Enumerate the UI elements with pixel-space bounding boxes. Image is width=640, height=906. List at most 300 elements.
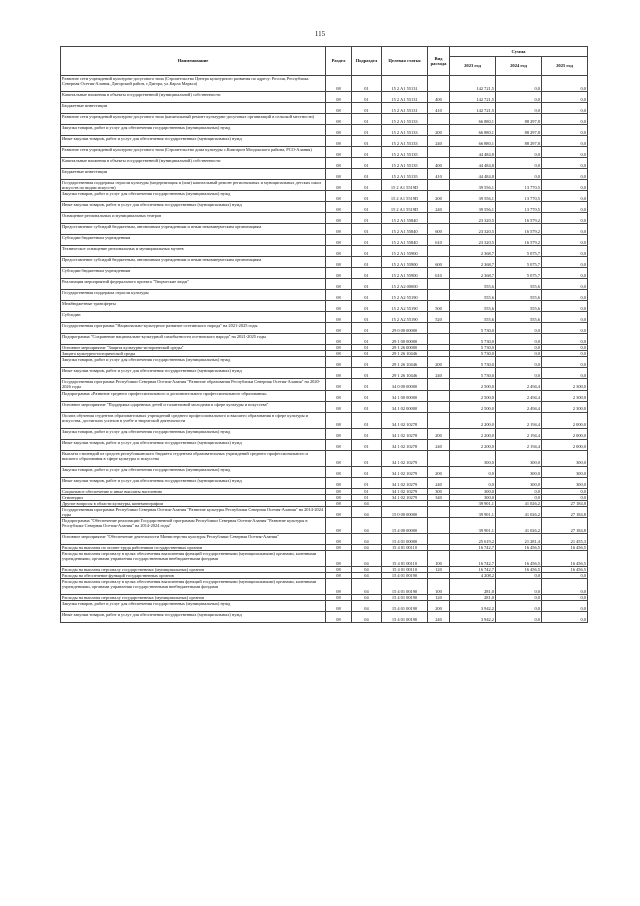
- row-expense-type: 300: [428, 488, 450, 494]
- row-expense-type: 240: [428, 136, 450, 147]
- row-subsection: 01: [352, 191, 382, 202]
- row-value-2024: 555,6: [496, 290, 542, 301]
- row-expense-type: 100: [428, 579, 450, 595]
- header-2024: 2024 год: [496, 57, 542, 76]
- row-subsection: 01: [352, 213, 382, 224]
- row-value-2024: 16 579,2: [496, 235, 542, 246]
- row-value-2024: 300,0: [496, 477, 542, 488]
- row-expense-type: 400: [428, 92, 450, 103]
- table-row: [61, 477, 588, 488]
- row-name: Расходы на выплаты персоналу в целях обеспечения выполнения функций государственными (муниципальными) органами, казенными учреждениями, органами управления государственными внебюджетными фондами: [61, 579, 326, 595]
- row-target: 15 2 А1 55840: [382, 224, 428, 235]
- row-target: 15 2 А1 55131: [382, 92, 428, 103]
- row-section: 08: [326, 401, 352, 412]
- row-value-2023: 39 901,1: [450, 506, 496, 517]
- row-subsection: 01: [352, 351, 382, 357]
- row-section: 08: [326, 301, 352, 312]
- row-section: 08: [326, 213, 352, 224]
- row-expense-type: [428, 290, 450, 301]
- row-value-2024: 0,0: [496, 103, 542, 114]
- row-section: 08: [326, 351, 352, 357]
- row-section: 08: [326, 257, 352, 268]
- row-value-2025: 300,0: [542, 477, 588, 488]
- table-row: [61, 334, 588, 345]
- row-value-2025: 2 300,0: [542, 401, 588, 412]
- row-value-2024: 41 026,2: [496, 518, 542, 534]
- row-name: Субсидии бюджетным учреждениям: [61, 268, 326, 279]
- row-value-2025: 2 000,0: [542, 439, 588, 450]
- row-name: Подпрограмма "Сохранение национально-культурной самобытности осетинского народа" на 2021-2025 годы: [61, 334, 326, 345]
- row-name: Субсидии: [61, 312, 326, 323]
- row-value-2025: 0,0: [542, 494, 588, 500]
- row-value-2025: 0,0: [542, 595, 588, 601]
- row-value-2024: 5 075,7: [496, 257, 542, 268]
- row-target: 15 4 01 00000: [382, 534, 428, 545]
- row-value-2023: 5 730,0: [450, 345, 496, 351]
- row-expense-type: [428, 76, 450, 92]
- row-value-2025: 2 000,0: [542, 428, 588, 439]
- row-section: 08: [326, 428, 352, 439]
- row-value-2025: 16 456,5: [542, 551, 588, 567]
- row-value-2024: 5 075,7: [496, 268, 542, 279]
- row-value-2024: 88 297,8: [496, 125, 542, 136]
- row-value-2025: 0,0: [542, 103, 588, 114]
- row-value-2023: 16 742,7: [450, 545, 496, 551]
- row-target: 15 2 А1 5519D: [382, 202, 428, 213]
- row-name: Реализация мероприятий федерального проекта "Творческие люди": [61, 279, 326, 290]
- row-value-2024: 555,6: [496, 279, 542, 290]
- table-row: [61, 268, 588, 279]
- row-target: 34 1 02 10279: [382, 488, 428, 494]
- header-2023: 2023 год: [450, 57, 496, 76]
- row-section: 08: [326, 579, 352, 595]
- row-value-2023: 2 368,7: [450, 268, 496, 279]
- row-value-2023: 142 721,5: [450, 76, 496, 92]
- row-name: Основное мероприятие "Защита культурно-исторической среды": [61, 345, 326, 351]
- row-expense-type: [428, 518, 450, 534]
- row-target: 15 2 А1 55133: [382, 125, 428, 136]
- row-expense-type: 610: [428, 235, 450, 246]
- row-expense-type: [428, 323, 450, 334]
- row-subsection: 01: [352, 401, 382, 412]
- row-value-2023: 2 500,0: [450, 379, 496, 390]
- row-value-2024: 16 579,2: [496, 213, 542, 224]
- row-value-2023: 5 730,0: [450, 323, 496, 334]
- row-value-2023: 44 484,8: [450, 158, 496, 169]
- row-name: Закупка товаров, работ и услуг для обеспечения государственных (муниципальных) нужд: [61, 191, 326, 202]
- row-target: 15 2 А1 55840: [382, 235, 428, 246]
- row-value-2023: 2 368,7: [450, 246, 496, 257]
- row-name: Иные закупки товаров, работ и услуг для обеспечения государственных (муниципальных) нужд: [61, 136, 326, 147]
- row-value-2024: 0,0: [496, 76, 542, 92]
- row-target: 29 1 26 00000: [382, 345, 428, 351]
- table-row: [61, 534, 588, 545]
- row-value-2024: 13 770,5: [496, 191, 542, 202]
- table-row: [61, 323, 588, 334]
- table-row: [61, 428, 588, 439]
- row-section: 08: [326, 323, 352, 334]
- row-value-2024: 555,6: [496, 312, 542, 323]
- header-target: Целевая статья: [382, 47, 428, 76]
- row-section: 08: [326, 76, 352, 92]
- row-target: 15 4 01 00190: [382, 573, 428, 579]
- row-expense-type: [428, 114, 450, 125]
- row-expense-type: 200: [428, 191, 450, 202]
- table-row: [61, 290, 588, 301]
- row-name: Капитальные вложения в объекты государственной (муниципальной) собственности: [61, 158, 326, 169]
- row-value-2023: 281,0: [450, 595, 496, 601]
- row-expense-type: [428, 450, 450, 466]
- row-section: 08: [326, 103, 352, 114]
- row-target: 15 2 А2 55190: [382, 312, 428, 323]
- row-subsection: 01: [352, 439, 382, 450]
- row-target: 29 0 00 00000: [382, 323, 428, 334]
- table-row: [61, 401, 588, 412]
- row-value-2023: 142 721,5: [450, 103, 496, 114]
- row-value-2024: 0,0: [496, 351, 542, 357]
- row-subsection: 01: [352, 158, 382, 169]
- row-value-2024: 2 194,4: [496, 412, 542, 428]
- row-subsection: 01: [352, 246, 382, 257]
- row-value-2025: 0,0: [542, 301, 588, 312]
- row-value-2024: 16 456,5: [496, 551, 542, 567]
- row-value-2023: 555,6: [450, 312, 496, 323]
- row-value-2024: 300,0: [496, 466, 542, 477]
- row-value-2025: 0,0: [542, 351, 588, 357]
- row-value-2025: 0,0: [542, 488, 588, 494]
- row-expense-type: [428, 506, 450, 517]
- row-value-2024: 16 456,5: [496, 567, 542, 573]
- row-value-2025: 300,0: [542, 466, 588, 477]
- table-row: [61, 180, 588, 191]
- row-value-2024: 0,0: [496, 595, 542, 601]
- row-value-2025: 0,0: [542, 601, 588, 612]
- row-name: Оплата обучения студентов образовательных учреждений среднего профессионального и высшего образования в сфере культуры и искусства, достигших успехов в учебе и творческой деятельности: [61, 412, 326, 428]
- row-subsection: 01: [352, 412, 382, 428]
- row-subsection: 01: [352, 390, 382, 401]
- row-subsection: 01: [352, 76, 382, 92]
- row-target: 15 2 А1 55133: [382, 114, 428, 125]
- row-name: Расходы на выплаты персоналу государственных (муниципальных) органов: [61, 567, 326, 573]
- row-subsection: 01: [352, 279, 382, 290]
- row-name: Иные закупки товаров, работ и услуг для обеспечения государственных (муниципальных) нужд: [61, 368, 326, 379]
- header-expense-type: Вид расхода: [428, 47, 450, 76]
- row-target: 15 4 01 00190: [382, 579, 428, 595]
- row-subsection: 04: [352, 567, 382, 573]
- row-section: 08: [326, 114, 352, 125]
- row-value-2023: 5 730,0: [450, 357, 496, 368]
- row-name: Расходы на выплаты персоналу государственных (муниципальных) органов: [61, 595, 326, 601]
- row-value-2023: 23 320,5: [450, 213, 496, 224]
- row-expense-type: [428, 279, 450, 290]
- table-row: [61, 76, 588, 92]
- row-name: Государственная поддержка отрасли культуры (модернизация и (или) капитальный ремонт региональных и муниципальных детских школ искусств по видам искусств): [61, 180, 326, 191]
- table-row: [61, 191, 588, 202]
- row-section: 08: [326, 158, 352, 169]
- row-target: 15 2 А1 5519D: [382, 191, 428, 202]
- row-target: 15 2 А1 55133: [382, 136, 428, 147]
- row-section: 08: [326, 601, 352, 612]
- row-value-2024: 41 026,2: [496, 500, 542, 506]
- row-target: 15 0 00 00000: [382, 506, 428, 517]
- row-section: 08: [326, 136, 352, 147]
- row-expense-type: [428, 534, 450, 545]
- table-row: [61, 246, 588, 257]
- header-subsection: Подраздел: [352, 47, 382, 76]
- row-value-2024: 88 297,8: [496, 136, 542, 147]
- row-name: Закупка товаров, работ и услуг для обеспечения государственных (муниципальных) нужд: [61, 601, 326, 612]
- row-value-2025: 0,0: [542, 312, 588, 323]
- row-target: 34 1 02 10279: [382, 477, 428, 488]
- row-name: Межбюджетные трансферты: [61, 301, 326, 312]
- row-value-2023: 66 880,1: [450, 136, 496, 147]
- row-name: Закупка товаров, работ и услуг для обеспечения государственных (муниципальных) нужд: [61, 428, 326, 439]
- row-value-2024: 2 494,4: [496, 401, 542, 412]
- row-value-2025: 16 456,5: [542, 567, 588, 573]
- row-value-2025: 0,0: [542, 334, 588, 345]
- row-value-2025: 0,0: [542, 279, 588, 290]
- row-target: 15 2 А2 55190: [382, 301, 428, 312]
- row-target: 15 2 А1 55900: [382, 246, 428, 257]
- row-value-2024: 0,0: [496, 612, 542, 623]
- table-row: [61, 103, 588, 114]
- row-value-2025: 27 184,8: [542, 506, 588, 517]
- row-section: 08: [326, 567, 352, 573]
- row-value-2025: 0,0: [542, 114, 588, 125]
- row-value-2024: 2 194,4: [496, 439, 542, 450]
- row-target: 29 1 26 10446: [382, 368, 428, 379]
- row-value-2025: 0,0: [542, 345, 588, 351]
- row-expense-type: 100: [428, 551, 450, 567]
- row-value-2023: 300,0: [450, 494, 496, 500]
- row-subsection: 01: [352, 114, 382, 125]
- row-subsection: 04: [352, 500, 382, 506]
- row-subsection: 01: [352, 257, 382, 268]
- row-expense-type: 520: [428, 312, 450, 323]
- row-section: 08: [326, 246, 352, 257]
- row-target: 15 2 А1 55135: [382, 158, 428, 169]
- row-section: 08: [326, 191, 352, 202]
- row-value-2023: 23 320,5: [450, 224, 496, 235]
- row-section: 08: [326, 268, 352, 279]
- row-value-2025: 0,0: [542, 290, 588, 301]
- row-section: 08: [326, 595, 352, 601]
- table-row: [61, 412, 588, 428]
- row-value-2023: 300,0: [450, 488, 496, 494]
- table-row: [61, 439, 588, 450]
- row-expense-type: [428, 390, 450, 401]
- row-value-2024: 41 026,2: [496, 506, 542, 517]
- row-value-2023: 4 208,2: [450, 573, 496, 579]
- row-value-2024: 2 494,4: [496, 379, 542, 390]
- row-expense-type: [428, 379, 450, 390]
- row-section: 08: [326, 334, 352, 345]
- table-row: [61, 114, 588, 125]
- row-section: 08: [326, 500, 352, 506]
- row-target: 29 1 26 10446: [382, 357, 428, 368]
- row-value-2025: 0,0: [542, 191, 588, 202]
- row-value-2024: 13 770,5: [496, 180, 542, 191]
- row-value-2025: 0,0: [542, 368, 588, 379]
- table-row: [61, 466, 588, 477]
- row-subsection: 01: [352, 202, 382, 213]
- row-expense-type: 340: [428, 494, 450, 500]
- row-value-2023: 3 942,2: [450, 612, 496, 623]
- row-value-2025: 0,0: [542, 579, 588, 595]
- row-expense-type: 200: [428, 125, 450, 136]
- row-value-2023: 66 880,1: [450, 125, 496, 136]
- row-name: Стипендии: [61, 494, 326, 500]
- row-subsection: 01: [352, 379, 382, 390]
- row-value-2024: 0,0: [496, 334, 542, 345]
- row-value-2025: 0,0: [542, 147, 588, 158]
- row-value-2024: 0,0: [496, 357, 542, 368]
- row-name: Бюджетные инвестиции: [61, 169, 326, 180]
- table-row: [61, 169, 588, 180]
- row-value-2023: 16 742,7: [450, 551, 496, 567]
- row-target: 15 4 00 00000: [382, 518, 428, 534]
- row-value-2025: 0,0: [542, 235, 588, 246]
- row-value-2023: 5 730,0: [450, 368, 496, 379]
- row-value-2023: 44 484,8: [450, 169, 496, 180]
- row-target: 29 1 26 10446: [382, 351, 428, 357]
- row-subsection: 01: [352, 92, 382, 103]
- row-subsection: 01: [352, 224, 382, 235]
- row-section: 08: [326, 92, 352, 103]
- table-row: [61, 158, 588, 169]
- row-value-2025: 21 455,3: [542, 534, 588, 545]
- row-value-2024: 0,0: [496, 573, 542, 579]
- row-name: Развитие сети учреждений культурно-досугового типа (капитальный ремонт культурно-досуговых организаций в сельской местности): [61, 114, 326, 125]
- row-expense-type: 120: [428, 567, 450, 573]
- row-value-2023: 23 320,5: [450, 235, 496, 246]
- table-row: [61, 136, 588, 147]
- row-name: Другие вопросы в области культуры, кинематографии: [61, 500, 326, 506]
- row-subsection: 04: [352, 545, 382, 551]
- row-value-2024: 2 494,4: [496, 390, 542, 401]
- row-expense-type: [428, 412, 450, 428]
- row-subsection: 01: [352, 235, 382, 246]
- row-value-2023: 39 556,1: [450, 180, 496, 191]
- row-value-2023: 2 500,0: [450, 401, 496, 412]
- row-name: Защита культурно-исторической среды: [61, 351, 326, 357]
- row-expense-type: 200: [428, 428, 450, 439]
- row-name: Социальное обеспечение и иные выплаты населению: [61, 488, 326, 494]
- row-value-2025: 0,0: [542, 158, 588, 169]
- row-name: Выплата стипендий из средств республиканского бюджета студентам образовательных учреждений среднего профессионального и высшего образования в сфере культуры и искусства: [61, 450, 326, 466]
- row-value-2025: 300,0: [542, 450, 588, 466]
- row-value-2025: 0,0: [542, 136, 588, 147]
- table-row: [61, 612, 588, 623]
- row-target: 34 1 02 10279: [382, 450, 428, 466]
- table-row: [61, 279, 588, 290]
- row-expense-type: 200: [428, 466, 450, 477]
- row-section: 08: [326, 379, 352, 390]
- row-value-2023: 0,0: [450, 466, 496, 477]
- row-value-2024: 0,0: [496, 488, 542, 494]
- header-2025: 2025 год: [542, 57, 588, 76]
- row-section: 08: [326, 235, 352, 246]
- row-value-2025: 0,0: [542, 92, 588, 103]
- page-number: 115: [314, 30, 326, 38]
- table-row: [61, 506, 588, 517]
- row-value-2023: 44 484,8: [450, 147, 496, 158]
- row-value-2024: 2 194,4: [496, 428, 542, 439]
- row-value-2023: 39 901,1: [450, 518, 496, 534]
- row-subsection: 04: [352, 601, 382, 612]
- header-sum: Сумма: [450, 47, 588, 57]
- row-name: Субсидии бюджетным учреждениям: [61, 235, 326, 246]
- row-value-2025: 27 184,8: [542, 500, 588, 506]
- budget-table: [60, 46, 588, 623]
- row-target: 15 4 01 00190: [382, 595, 428, 601]
- row-subsection: 04: [352, 573, 382, 579]
- row-expense-type: 240: [428, 368, 450, 379]
- row-subsection: 01: [352, 103, 382, 114]
- row-target: 15 2 А2 00000: [382, 279, 428, 290]
- row-target: 29 1 00 00000: [382, 334, 428, 345]
- row-value-2024: 13 770,5: [496, 202, 542, 213]
- row-name: Развитие сети учреждений культурно-досугового типа (Строительство Центра культурного развития по адресу: Россия, Республика Северная Осетия-Алания, Дигорский район, г.Дигора, ул.Карла Маркса): [61, 76, 326, 92]
- row-expense-type: 200: [428, 601, 450, 612]
- row-value-2023: 5 730,0: [450, 334, 496, 345]
- row-value-2023: 300,0: [450, 450, 496, 466]
- row-subsection: 01: [352, 477, 382, 488]
- table-row: [61, 518, 588, 534]
- table-row: [61, 257, 588, 268]
- row-name: Капитальные вложения в объекты государственной (муниципальной) собственности: [61, 92, 326, 103]
- row-name: Подпрограмма «Развитие среднего профессионального и дополнительного профессионального образования»: [61, 390, 326, 401]
- row-value-2025: 27 184,8: [542, 518, 588, 534]
- row-section: 08: [326, 368, 352, 379]
- row-value-2024: 21 281,4: [496, 534, 542, 545]
- row-value-2024: 0,0: [496, 345, 542, 351]
- table-row: [61, 92, 588, 103]
- row-expense-type: 610: [428, 268, 450, 279]
- row-subsection: 01: [352, 357, 382, 368]
- row-section: 08: [326, 534, 352, 545]
- table-row: [61, 147, 588, 158]
- table-row: [61, 601, 588, 612]
- row-section: 08: [326, 357, 352, 368]
- row-expense-type: 200: [428, 357, 450, 368]
- row-name: Иные закупки товаров, работ и услуг для обеспечения государственных (муниципальных) нужд: [61, 477, 326, 488]
- row-value-2024: 0,0: [496, 323, 542, 334]
- row-expense-type: [428, 401, 450, 412]
- row-value-2025: 0,0: [542, 202, 588, 213]
- row-section: 08: [326, 612, 352, 623]
- row-expense-type: 120: [428, 595, 450, 601]
- row-name: Государственная программа Республики Северная Осетия-Алания "Развитие культуры Республики Северная Осетия-Алания" на 2014-2024 годы: [61, 506, 326, 517]
- row-value-2023: 2 200,0: [450, 428, 496, 439]
- row-target: 34 1 02 10278: [382, 428, 428, 439]
- row-name: Расходы на выплаты по оплате труда работников государственных органов: [61, 545, 326, 551]
- row-target: 15 4 01 00110: [382, 545, 428, 551]
- row-value-2023: 25 619,2: [450, 534, 496, 545]
- table-row: [61, 579, 588, 595]
- row-value-2023: 281,0: [450, 579, 496, 595]
- row-section: 08: [326, 573, 352, 579]
- row-value-2025: 0,0: [542, 268, 588, 279]
- row-value-2023: 2 200,0: [450, 412, 496, 428]
- row-value-2025: 0,0: [542, 213, 588, 224]
- row-name: Иные закупки товаров, работ и услуг для обеспечения государственных (муниципальных) нужд: [61, 439, 326, 450]
- row-subsection: 01: [352, 290, 382, 301]
- row-section: 08: [326, 506, 352, 517]
- row-name: Предоставление субсидий бюджетным, автономным учреждениям и иным некоммерческим организациям: [61, 257, 326, 268]
- table-row: [61, 125, 588, 136]
- row-subsection: 01: [352, 488, 382, 494]
